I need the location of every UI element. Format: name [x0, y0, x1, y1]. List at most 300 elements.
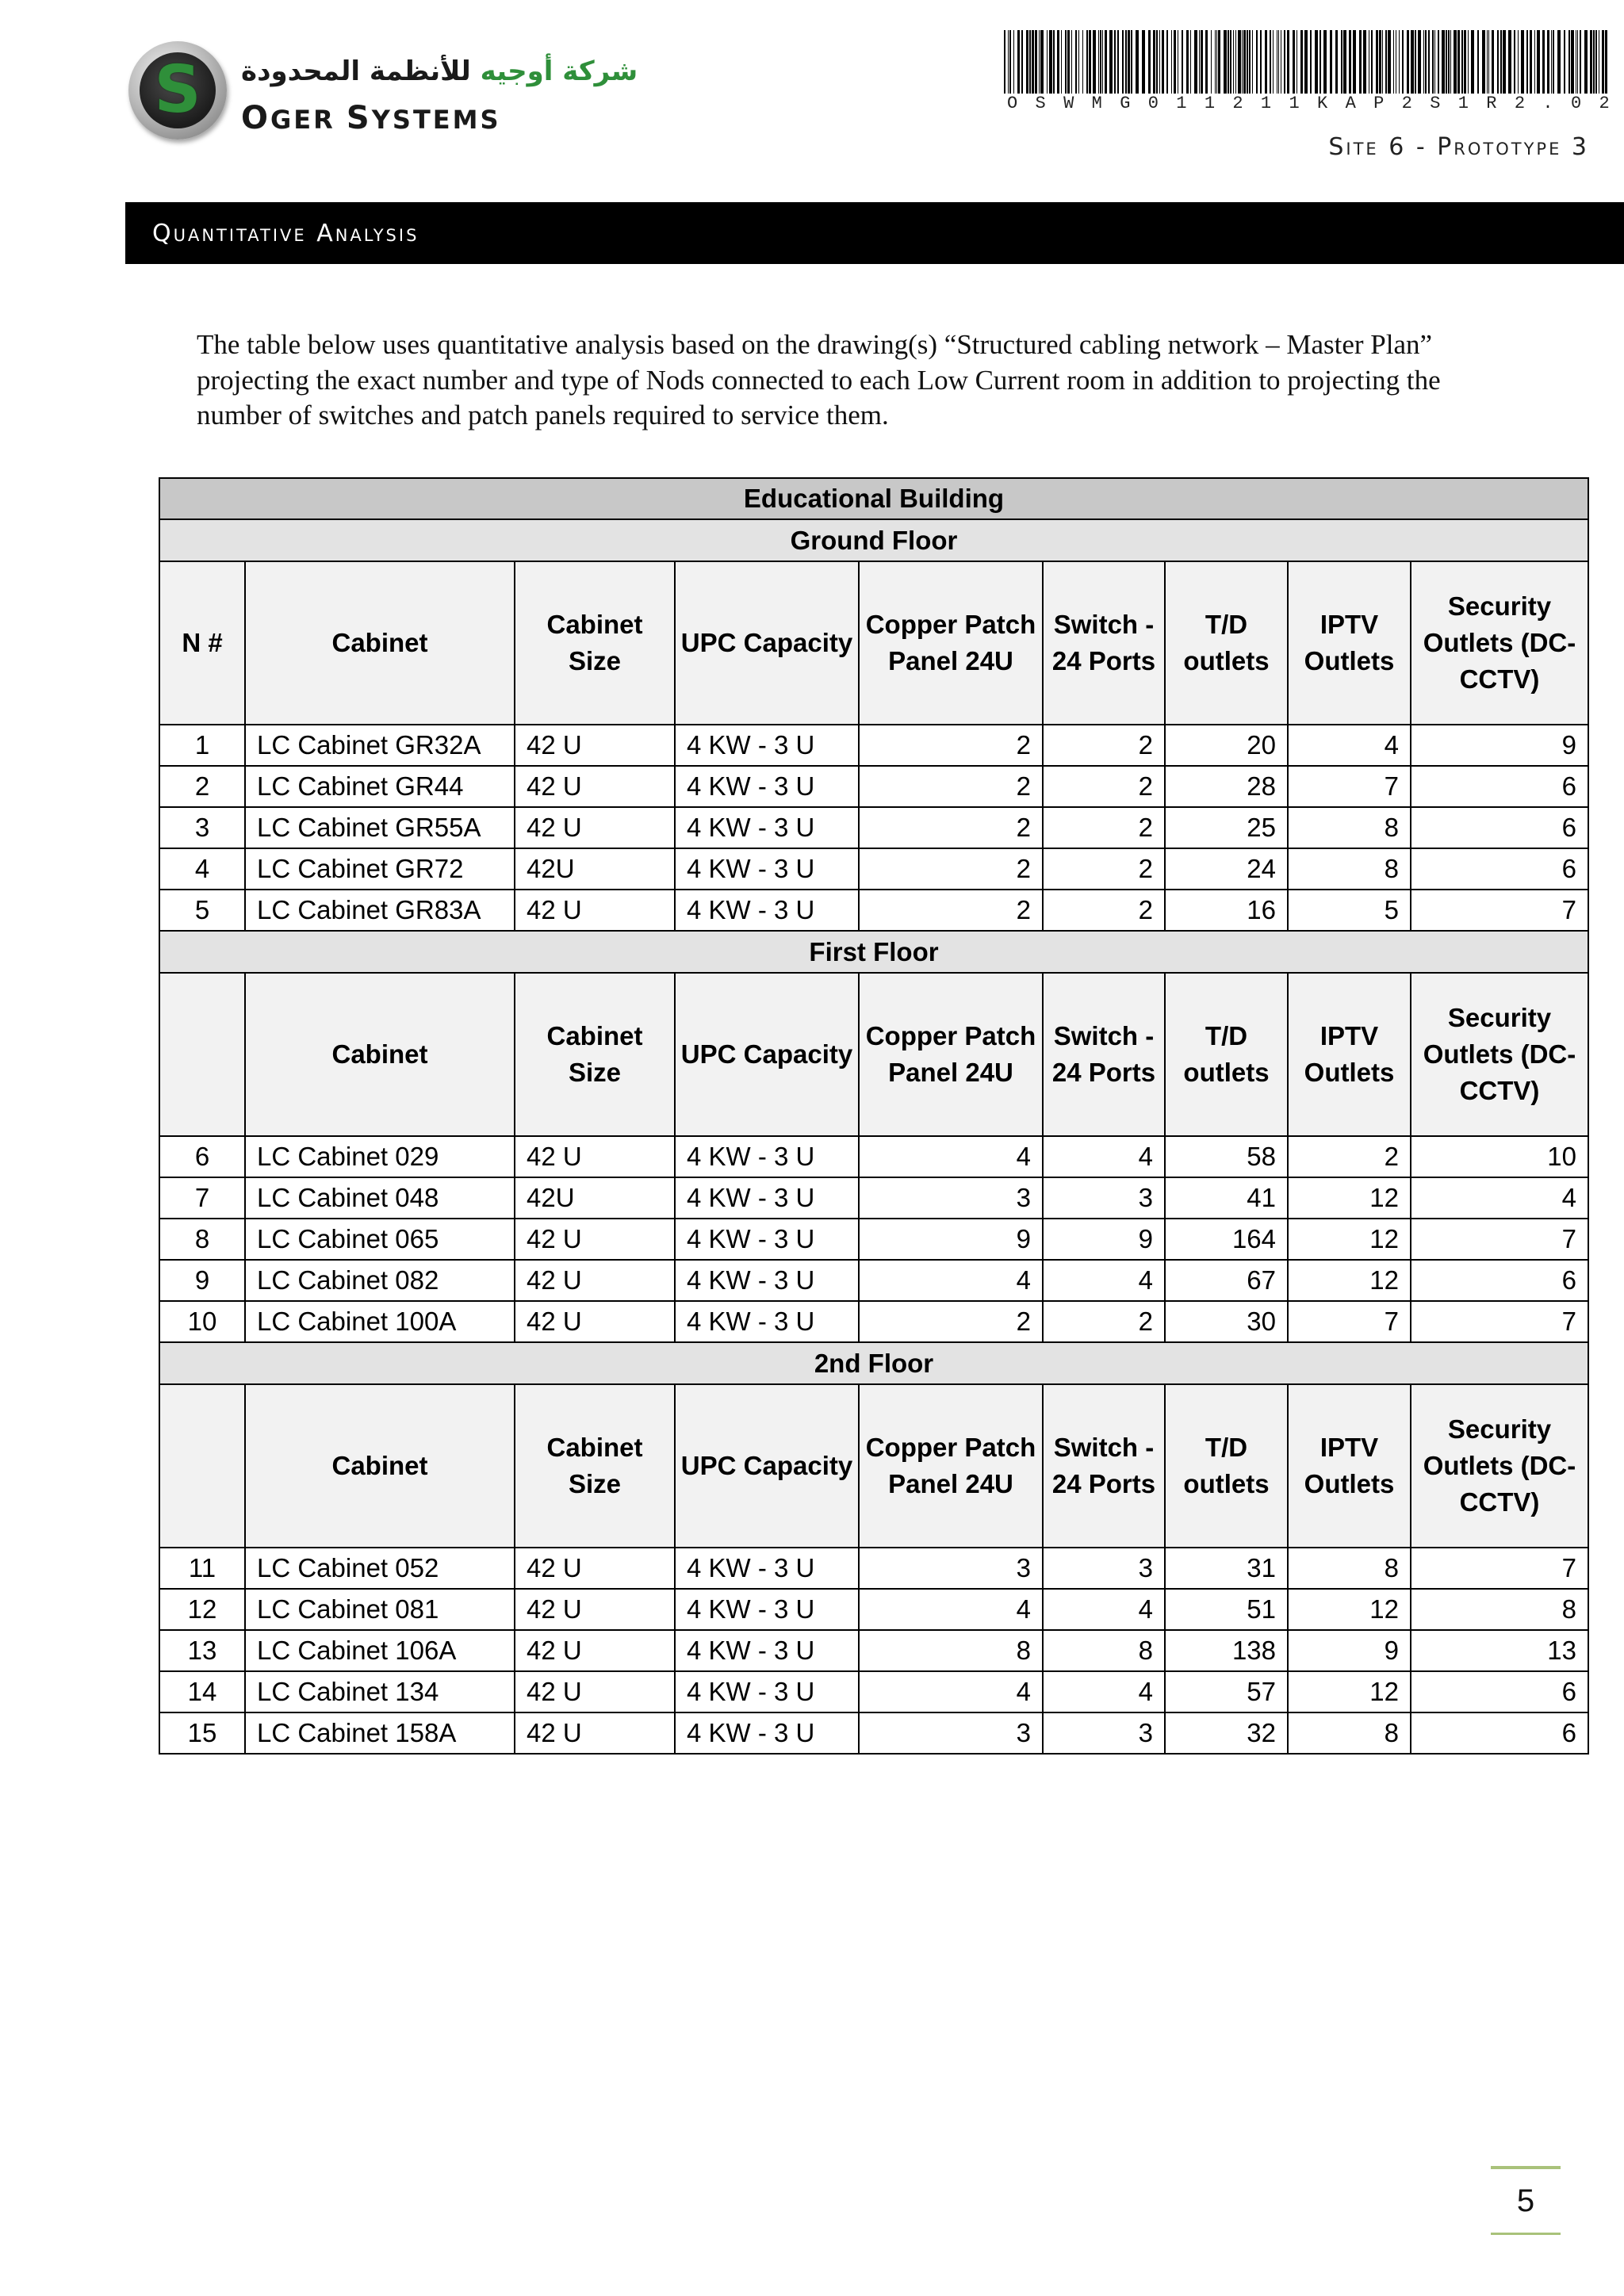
cell-security-outlets: 6: [1411, 848, 1588, 890]
cell-copper-patch-panel: 2: [859, 848, 1043, 890]
barcode-char: S: [1035, 94, 1046, 113]
cell-cabinet: LC Cabinet 029: [245, 1136, 515, 1177]
barcode-bar: [1199, 30, 1200, 94]
cell-number: 1: [159, 725, 245, 766]
barcode-bar: [1547, 30, 1549, 94]
cell-cabinet: LC Cabinet 158A: [245, 1712, 515, 1754]
cell-cabinet-size: 42 U: [515, 725, 675, 766]
cell-security-outlets: 6: [1411, 1671, 1588, 1712]
cell-cabinet: LC Cabinet 052: [245, 1548, 515, 1589]
cell-td-outlets: 164: [1165, 1219, 1288, 1260]
cell-iptv-outlets: 12: [1288, 1177, 1411, 1219]
barcode-bar: [1577, 30, 1578, 94]
barcode-bar: [1186, 30, 1189, 94]
table-row: [159, 1548, 1588, 1589]
barcode-bar: [1457, 30, 1460, 94]
cell-upc-capacity: 4 KW - 3 U: [675, 1712, 859, 1754]
barcode-bar: [1300, 30, 1303, 94]
cell-security-outlets: 7: [1411, 890, 1588, 931]
barcode-bar: [1021, 30, 1023, 94]
cell-security-outlets: 6: [1411, 1260, 1588, 1301]
barcode-bar: [1530, 30, 1532, 94]
table-row: [159, 1260, 1588, 1301]
barcode-char: 0: [1147, 94, 1159, 113]
cell-cabinet: LC Cabinet 065: [245, 1219, 515, 1260]
barcode-bar: [1553, 30, 1554, 94]
cell-security-outlets: 7: [1411, 1548, 1588, 1589]
barcode-bar: [1065, 30, 1067, 94]
column-header-security: Security Outlets (DC- CCTV): [1411, 1384, 1588, 1548]
cell-number: 12: [159, 1589, 245, 1630]
barcode-bar: [1109, 30, 1113, 94]
barcode-bar: [1205, 30, 1208, 94]
barcode-bar: [1500, 30, 1502, 94]
column-header-switch: Switch - 24 Ports: [1043, 1384, 1165, 1548]
barcode-bar: [1388, 30, 1391, 94]
cell-cabinet: LC Cabinet 106A: [245, 1630, 515, 1671]
cell-security-outlets: 6: [1411, 766, 1588, 807]
barcode-bar: [1446, 30, 1447, 94]
barcode-bar: [1425, 30, 1427, 94]
cell-upc-capacity: 4 KW - 3 U: [675, 1136, 859, 1177]
cell-cabinet: LC Cabinet 048: [245, 1177, 515, 1219]
cell-number: 14: [159, 1671, 245, 1712]
barcode-bar: [1078, 30, 1079, 94]
barcode-bar: [1136, 30, 1139, 94]
cell-switch-ports: 4: [1043, 1589, 1165, 1630]
column-header-n: N #: [159, 561, 245, 725]
cell-number: 5: [159, 890, 245, 931]
barcode-bar: [1100, 30, 1101, 94]
barcode-bar: [1363, 30, 1366, 94]
barcode-bar: [1004, 30, 1005, 94]
barcode-bar: [1605, 30, 1607, 94]
barcode-bar: [1393, 30, 1394, 94]
cell-upc-capacity: 4 KW - 3 U: [675, 725, 859, 766]
barcode-bar: [1448, 30, 1450, 94]
barcode-bar: [1230, 30, 1231, 94]
barcode-bar: [1067, 30, 1070, 94]
cell-copper-patch-panel: 2: [859, 890, 1043, 931]
column-header-size: Cabinet Size: [515, 973, 675, 1136]
cell-copper-patch-panel: 4: [859, 1260, 1043, 1301]
cell-security-outlets: 13: [1411, 1630, 1588, 1671]
cell-upc-capacity: 4 KW - 3 U: [675, 1548, 859, 1589]
cell-cabinet-size: 42U: [515, 1177, 675, 1219]
barcode-bar: [1477, 30, 1479, 94]
barcode-char: 2: [1232, 94, 1243, 113]
barcode-bar: [1571, 30, 1574, 94]
barcode-char: K: [1317, 94, 1328, 113]
column-header-copper: Copper Patch Panel 24U: [859, 1384, 1043, 1548]
cell-switch-ports: 4: [1043, 1260, 1165, 1301]
cell-td-outlets: 138: [1165, 1630, 1288, 1671]
barcode-bar: [1153, 30, 1155, 94]
barcode-bar: [1273, 30, 1274, 94]
floor-title: 2nd Floor: [159, 1342, 1588, 1384]
table-row: [159, 1589, 1588, 1630]
barcode-bar: [1359, 30, 1362, 94]
barcode-bar: [1252, 30, 1253, 94]
barcode-bar: [1171, 30, 1172, 94]
cabinet-analysis-table: [159, 477, 1589, 1755]
cell-number: 7: [159, 1177, 245, 1219]
column-header-cabinet: Cabinet: [245, 1384, 515, 1548]
table-row: [159, 1671, 1588, 1712]
barcode-bar: [1468, 30, 1469, 94]
barcode-bar: [1265, 30, 1267, 94]
barcode-char: .: [1542, 94, 1553, 113]
column-header-upc: UPC Capacity: [675, 1384, 859, 1548]
cell-cabinet-size: 42 U: [515, 1219, 675, 1260]
column-header-iptv: IPTV Outlets: [1288, 561, 1411, 725]
column-header-copper: Copper Patch Panel 24U: [859, 973, 1043, 1136]
barcode-bar: [1487, 30, 1488, 94]
site-label: Site 6 - Prototype 3: [1328, 133, 1589, 161]
cell-number: 10: [159, 1301, 245, 1342]
barcode-bar: [1182, 30, 1183, 94]
cell-copper-patch-panel: 2: [859, 1301, 1043, 1342]
barcode-bar: [1330, 30, 1332, 94]
barcode-bar: [1071, 30, 1072, 94]
logo-latin-name: OGER SYSTEMS: [241, 100, 501, 136]
barcode-bar: [1075, 30, 1077, 94]
cell-td-outlets: 30: [1165, 1301, 1288, 1342]
barcode-bar: [1371, 30, 1373, 94]
barcode-bar: [1128, 30, 1130, 94]
barcode-bar: [1508, 30, 1511, 94]
barcode-bar: [1057, 30, 1059, 94]
column-header-switch: Switch - 24 Ports: [1043, 561, 1165, 725]
table-row: [159, 1177, 1588, 1219]
barcode-char: 1: [1260, 94, 1272, 113]
barcode-bar: [1032, 30, 1034, 94]
cell-cabinet: LC Cabinet GR55A: [245, 807, 515, 848]
barcode-bar: [1053, 30, 1055, 94]
cell-switch-ports: 2: [1043, 1301, 1165, 1342]
cell-number: 2: [159, 766, 245, 807]
barcode-bar: [1482, 30, 1485, 94]
barcode-bar: [1497, 30, 1499, 94]
cell-cabinet-size: 42 U: [515, 1260, 675, 1301]
barcode-bar: [1238, 30, 1241, 94]
barcode-bar: [1218, 30, 1220, 94]
cell-switch-ports: 4: [1043, 1136, 1165, 1177]
cell-switch-ports: 2: [1043, 766, 1165, 807]
barcode-bar: [1233, 30, 1234, 94]
barcode-bar: [1035, 30, 1037, 94]
barcode-char: O: [1007, 94, 1018, 113]
barcode-bar: [1260, 30, 1262, 94]
cell-iptv-outlets: 7: [1288, 766, 1411, 807]
barcode-char: P: [1373, 94, 1385, 113]
cell-upc-capacity: 4 KW - 3 U: [675, 1671, 859, 1712]
barcode-bar: [1061, 30, 1062, 94]
cell-copper-patch-panel: 3: [859, 1177, 1043, 1219]
barcode-bar: [1201, 30, 1203, 94]
barcode-bar: [1047, 30, 1048, 94]
barcode-bar: [1492, 30, 1494, 94]
barcode-bar: [1471, 30, 1474, 94]
cell-iptv-outlets: 8: [1288, 807, 1411, 848]
barcode-bar: [1382, 30, 1383, 94]
barcode-bar: [1242, 30, 1243, 94]
logo-arabic-name: شركة أوجيه للأنظمة المحدودة: [241, 55, 638, 87]
cell-cabinet-size: 42 U: [515, 1712, 675, 1754]
cell-switch-ports: 2: [1043, 725, 1165, 766]
cell-copper-patch-panel: 2: [859, 766, 1043, 807]
barcode-bar: [1488, 30, 1489, 94]
cell-iptv-outlets: 8: [1288, 848, 1411, 890]
cell-security-outlets: 7: [1411, 1219, 1588, 1260]
barcode-char: 0: [1570, 94, 1582, 113]
barcode-bar: [1407, 30, 1409, 94]
column-header-upc: UPC Capacity: [675, 973, 859, 1136]
cell-td-outlets: 20: [1165, 725, 1288, 766]
cell-number: 3: [159, 807, 245, 848]
barcode-char: G: [1120, 94, 1131, 113]
barcode-bar: [1379, 30, 1381, 94]
column-header-copper: Copper Patch Panel 24U: [859, 561, 1043, 725]
barcode-bar: [1399, 30, 1400, 94]
cell-security-outlets: 6: [1411, 1712, 1588, 1754]
cell-copper-patch-panel: 2: [859, 807, 1043, 848]
cell-iptv-outlets: 12: [1288, 1671, 1411, 1712]
cell-switch-ports: 9: [1043, 1219, 1165, 1260]
barcode-bar: [1131, 30, 1132, 94]
barcode-code-text: [1007, 94, 1610, 113]
barcode-bar: [1159, 30, 1160, 94]
barcode-bar: [1461, 30, 1463, 94]
cell-security-outlets: 8: [1411, 1589, 1588, 1630]
cell-switch-ports: 4: [1043, 1671, 1165, 1712]
cell-iptv-outlets: 2: [1288, 1136, 1411, 1177]
table-row: [159, 725, 1588, 766]
barcode-bar: [1568, 30, 1570, 94]
cell-switch-ports: 3: [1043, 1712, 1165, 1754]
barcode-bar: [1117, 30, 1119, 94]
cell-td-outlets: 28: [1165, 766, 1288, 807]
barcode-char: 2: [1514, 94, 1526, 113]
cell-cabinet-size: 42 U: [515, 1589, 675, 1630]
cell-iptv-outlets: 8: [1288, 1712, 1411, 1754]
barcode-bar: [1156, 30, 1158, 94]
table-row: [159, 1136, 1588, 1177]
cell-cabinet-size: 42 U: [515, 1630, 675, 1671]
barcode-bar: [1211, 30, 1212, 94]
cell-iptv-outlets: 12: [1288, 1260, 1411, 1301]
barcode-bar: [1249, 30, 1251, 94]
barcode-char: S: [1430, 94, 1441, 113]
barcode-bar: [1009, 30, 1011, 94]
cell-upc-capacity: 4 KW - 3 U: [675, 1260, 859, 1301]
column-header-cabinet: Cabinet: [245, 973, 515, 1136]
barcode-bar: [1105, 30, 1107, 94]
barcode-bar: [1514, 30, 1515, 94]
floor-title: First Floor: [159, 931, 1588, 973]
cell-iptv-outlets: 9: [1288, 1630, 1411, 1671]
cell-switch-ports: 8: [1043, 1630, 1165, 1671]
barcode-bar: [1166, 30, 1168, 94]
cell-switch-ports: 3: [1043, 1177, 1165, 1219]
barcode-bar: [1247, 30, 1248, 94]
cell-td-outlets: 58: [1165, 1136, 1288, 1177]
cell-iptv-outlets: 8: [1288, 1548, 1411, 1589]
cell-copper-patch-panel: 4: [859, 1671, 1043, 1712]
cell-number: 4: [159, 848, 245, 890]
cell-td-outlets: 51: [1165, 1589, 1288, 1630]
cell-upc-capacity: 4 KW - 3 U: [675, 848, 859, 890]
cell-iptv-outlets: 7: [1288, 1301, 1411, 1342]
barcode-bar: [1224, 30, 1227, 94]
cell-iptv-outlets: 4: [1288, 725, 1411, 766]
table-row: [159, 807, 1588, 848]
column-header-upc: UPC Capacity: [675, 561, 859, 725]
barcode-bar: [1423, 30, 1424, 94]
barcode-bar: [1162, 30, 1164, 94]
cell-copper-patch-panel: 9: [859, 1219, 1043, 1260]
barcode-bar: [1385, 30, 1387, 94]
cell-td-outlets: 41: [1165, 1177, 1288, 1219]
barcode-bar: [1442, 30, 1445, 94]
barcode-bar: [1557, 30, 1561, 94]
cell-cabinet-size: 42 U: [515, 1548, 675, 1589]
barcode-bar: [1174, 30, 1176, 94]
column-header-switch: Switch - 24 Ports: [1043, 973, 1165, 1136]
cell-number: 15: [159, 1712, 245, 1754]
barcode-bar: [1602, 30, 1604, 94]
cell-switch-ports: 2: [1043, 807, 1165, 848]
cell-td-outlets: 31: [1165, 1548, 1288, 1589]
cell-security-outlets: 6: [1411, 807, 1588, 848]
barcode-bar: [1039, 30, 1040, 94]
barcode-bar: [1304, 30, 1308, 94]
cell-td-outlets: 57: [1165, 1671, 1288, 1712]
cell-switch-ports: 2: [1043, 890, 1165, 931]
barcode-bar: [1017, 30, 1020, 94]
barcode-bar: [1142, 30, 1145, 94]
barcode-bar: [1278, 30, 1279, 94]
barcode-bar: [1542, 30, 1545, 94]
barcode-char: 2: [1401, 94, 1412, 113]
cell-cabinet-size: 42 U: [515, 807, 675, 848]
barcode-bar: [1434, 30, 1435, 94]
cell-copper-patch-panel: 3: [859, 1548, 1043, 1589]
barcode-bar: [1315, 30, 1318, 94]
barcode-bar: [1026, 30, 1028, 94]
barcode-bar: [1114, 30, 1116, 94]
barcode-bar: [1464, 30, 1466, 94]
table-row: [159, 1630, 1588, 1671]
cell-upc-capacity: 4 KW - 3 U: [675, 807, 859, 848]
barcode-bar: [1518, 30, 1519, 94]
cell-number: 8: [159, 1219, 245, 1260]
column-header-row: [159, 973, 1588, 1136]
table-row: [159, 848, 1588, 890]
barcode-bar: [1086, 30, 1088, 94]
barcode-bar: [1098, 30, 1099, 94]
column-header-td: T/D outlets: [1165, 1384, 1288, 1548]
barcode-bar: [1235, 30, 1236, 94]
barcode-bar: [1284, 30, 1285, 94]
barcode-bar: [1564, 30, 1565, 94]
barcode-bar: [1341, 30, 1342, 94]
barcode-bar: [1013, 30, 1014, 94]
barcode-bar: [1148, 30, 1151, 94]
table-row: [159, 766, 1588, 807]
column-header-security: Security Outlets (DC- CCTV): [1411, 973, 1588, 1136]
barcode-char: 1: [1289, 94, 1300, 113]
cell-copper-patch-panel: 2: [859, 725, 1043, 766]
cell-cabinet-size: 42 U: [515, 1301, 675, 1342]
barcode-bar: [1551, 30, 1552, 94]
cell-copper-patch-panel: 8: [859, 1630, 1043, 1671]
barcode-bar: [1521, 30, 1524, 94]
cell-security-outlets: 10: [1411, 1136, 1588, 1177]
building-title: Educational Building: [159, 478, 1588, 519]
barcode-bar: [1335, 30, 1338, 94]
barcode-bar: [1228, 30, 1229, 94]
barcode-bar: [1580, 30, 1581, 94]
barcode-bar: [1415, 30, 1416, 94]
barcode-bar: [1526, 30, 1528, 94]
cell-number: 9: [159, 1260, 245, 1301]
section-title-bar: Quantitative Analysis: [125, 202, 1624, 264]
barcode-char: 2: [1599, 94, 1610, 113]
barcode-bar: [1418, 30, 1421, 94]
barcode-bar: [1293, 30, 1295, 94]
cell-td-outlets: 16: [1165, 890, 1288, 931]
barcode-char: W: [1063, 94, 1074, 113]
company-logo: [128, 41, 638, 149]
column-header-row: [159, 1384, 1588, 1548]
barcode-bar: [1102, 30, 1103, 94]
cell-cabinet: LC Cabinet 100A: [245, 1301, 515, 1342]
column-header-size: Cabinet Size: [515, 561, 675, 725]
cell-cabinet-size: 42 U: [515, 766, 675, 807]
cell-iptv-outlets: 12: [1288, 1589, 1411, 1630]
barcode-bar: [1503, 30, 1506, 94]
barcode-bar: [1256, 30, 1258, 94]
column-header-cabinet: Cabinet: [245, 561, 515, 725]
cell-td-outlets: 32: [1165, 1712, 1288, 1754]
barcode-bar: [1029, 30, 1031, 94]
barcode-bar: [1215, 30, 1216, 94]
barcode-char: R: [1486, 94, 1497, 113]
table-row: [159, 1301, 1588, 1342]
barcode-bar: [1320, 30, 1321, 94]
logo-emblem-icon: S: [128, 41, 227, 140]
cell-upc-capacity: 4 KW - 3 U: [675, 1219, 859, 1260]
cell-cabinet: LC Cabinet GR44: [245, 766, 515, 807]
column-header-security: Security Outlets (DC- CCTV): [1411, 561, 1588, 725]
barcode-bar: [1270, 30, 1271, 94]
cell-security-outlets: 7: [1411, 1301, 1588, 1342]
cell-cabinet: LC Cabinet 134: [245, 1671, 515, 1712]
cell-copper-patch-panel: 4: [859, 1589, 1043, 1630]
barcode-bar: [1353, 30, 1356, 94]
barcode-bar: [1323, 30, 1327, 94]
cell-cabinet-size: 42U: [515, 848, 675, 890]
cell-switch-ports: 2: [1043, 848, 1165, 890]
cell-security-outlets: 9: [1411, 725, 1588, 766]
barcode-bar: [1411, 30, 1414, 94]
cell-iptv-outlets: 12: [1288, 1219, 1411, 1260]
cell-cabinet-size: 42 U: [515, 1671, 675, 1712]
cell-cabinet-size: 42 U: [515, 890, 675, 931]
cell-cabinet: LC Cabinet 081: [245, 1589, 515, 1630]
cell-number: 13: [159, 1630, 245, 1671]
